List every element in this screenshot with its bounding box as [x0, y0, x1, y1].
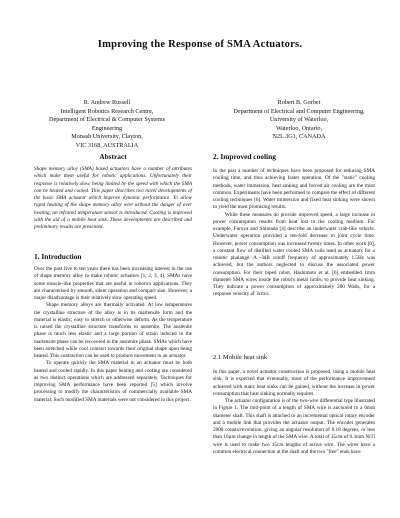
author-affiliation-line: University of Waterloo, [269, 116, 329, 124]
mobile-heat-sink-section [213, 354, 375, 362]
author-name: R. Andrew Russell [83, 99, 131, 106]
introduction-body [34, 266, 192, 404]
abstract-section [34, 152, 192, 161]
abstract-text: Shape memory alloy (SMA) based actuators have a number of attributes which make them useful for robotic applications. Unfortunately their response is relatively slow, being limited by the speed with which the SMA can be heated and cooled. This paper describes two novel developments of the basic SMA actuator which improve dynamic performance. To allow rapid heating of the shape memory alloy wire without the danger of over heating, an infrared temperature sensor is introduced. Cooling is improved with the aid of a mobile heat sink. These developments are described and preliminary results are presented. [34, 166, 192, 230]
mobile-heat-sink-body [213, 369, 375, 456]
paragraph: Shape memory alloys are thermally activated. At low temperatures the crystalline structure of the alloy is in its martensite form and the material is elastic; easy to stretch or otherwise deform. As the temperature is raised the crystalline structure transforms to austenite. The austenite phase is much less elastic and a large portion of strain induced in the martensite phase can be recovered in the austenite phase. SMAs which have been stretched while cool contract towards their original shape upon being heated. This contraction can be used to produce movement in an actuator. [34, 302, 192, 359]
paragraph: The actuator configuration is of the two-wire differential type illustrated in Figure 1. The mid-point of a length of SMA wire is anchored to a 6mm diameter shaft. This shaft is attached to an incremental optical rotary encoder and a mobile link that provides the actuator output. The encoder generates 2000 counts/revolution, giving an angular resolution of 0.18 degrees, or less than 10µm change in length of the SMA wire. A total of 35cm of 0.3mm NiTi wire is used to make two 15cm lengths of active wire. The wires have a common electrical connection at the shaft and the two "free" ends have [213, 398, 375, 455]
author-affiliation-line: Department of Electrical & Computer Systems [49, 116, 165, 124]
author-block-1 [18, 99, 196, 151]
paragraph: While these measures do provide improved speed, a large increase in power consumption results from heat lost to the cooling medium. For example, Furuya and Shimada [4] describe an underwater crab-like vehicle. Underwater operation provided a ten-fold decrease in joint cycle time. However, power consumption was increased twenty times. In other work [6], a constant flow of distilled water cooled SMA coils used as actuators for a robotic phalange. A -3dB cutoff frequency of approximately 1.5Hz was achieved, but the authors neglected to discuss the associated power consumption. For their biped robot, Hashimoto et al. [6] embedded 1mm diameter SMA wires inside the robot's metal limbs, to provide heat sinking. They indicate a power consumption of approximately 200 Watts, for a response velocity of 3cm/s. [213, 211, 375, 298]
author-name: Robert B. Gorbet [277, 99, 321, 106]
paragraph: To operate quickly the SMA material in an actuator must be both heated and cooled rapidly. In this paper heating and cooling are considered as two distinct operations which are addressed separately. Techniques for improving SMA performance have been reported [5] which involve processing to modify the characteristics of commercially available SMA material. Such modified SMA materials were not considered in this project. [34, 360, 192, 403]
paragraph: In the past a number of techniques have been proposed for reducing SMA cooling time, and thus achieving faster operation. Of the "static" cooling methods, water immersion, heat sinking and forced air cooling are the most common. Experiments have been performed to compare the effect of different cooling techniques [6]. Water immersion and fixed heat sinking were shown to yield the most promising results. [213, 168, 375, 211]
author-affiliation-line: Department of Electrical and Computer Engineering, [233, 107, 365, 115]
subsection-heading-mobile-heat-sink: 2.1 Mobile heat sink [213, 354, 268, 361]
cooling-section [213, 152, 375, 161]
author-block-2 [214, 99, 384, 142]
cooling-body [213, 168, 375, 299]
abstract-body [34, 166, 192, 231]
introduction-section [34, 252, 192, 261]
author-affiliation-line: Engineering [91, 124, 123, 132]
paragraph: In this paper, a novel actuator construction is proposed, using a mobile heat sink. It is expected that eventually, most of the performance improvement achieved with static heat sinks can be gained, without the increase in power consumption that heat sinking normally requires. [213, 369, 375, 397]
author-affiliation-line: Intelligent Robotics Research Centre, [60, 107, 154, 115]
section-heading-cooling: 2. Improved cooling [213, 152, 276, 161]
section-heading-introduction: 1. Introduction [34, 252, 82, 261]
paper-title: Improving the Response of SMA Actuators. [97, 39, 303, 50]
paragraph: Over the past five to ten years there has been increasing interest in the use of shape memory alloy to make robotic actuators [1, 2, 3, 4]. SMAs have some muscle-like properties that are useful in robotics applications. They are characterised by smooth, silent operation and compact size. However, a major disadvantage is their relatively slow operating speed. [34, 266, 192, 301]
author-affiliation-line: Monash University, Clayton, [71, 133, 143, 141]
author-affiliation-line: N2L 3G1, CANADA [272, 133, 326, 141]
author-affiliation-line: Waterloo, Ontario, [275, 124, 323, 132]
author-affiliation-line: VIC 3168, AUSTRALIA [75, 141, 139, 149]
abstract-heading: Abstract [99, 152, 127, 161]
